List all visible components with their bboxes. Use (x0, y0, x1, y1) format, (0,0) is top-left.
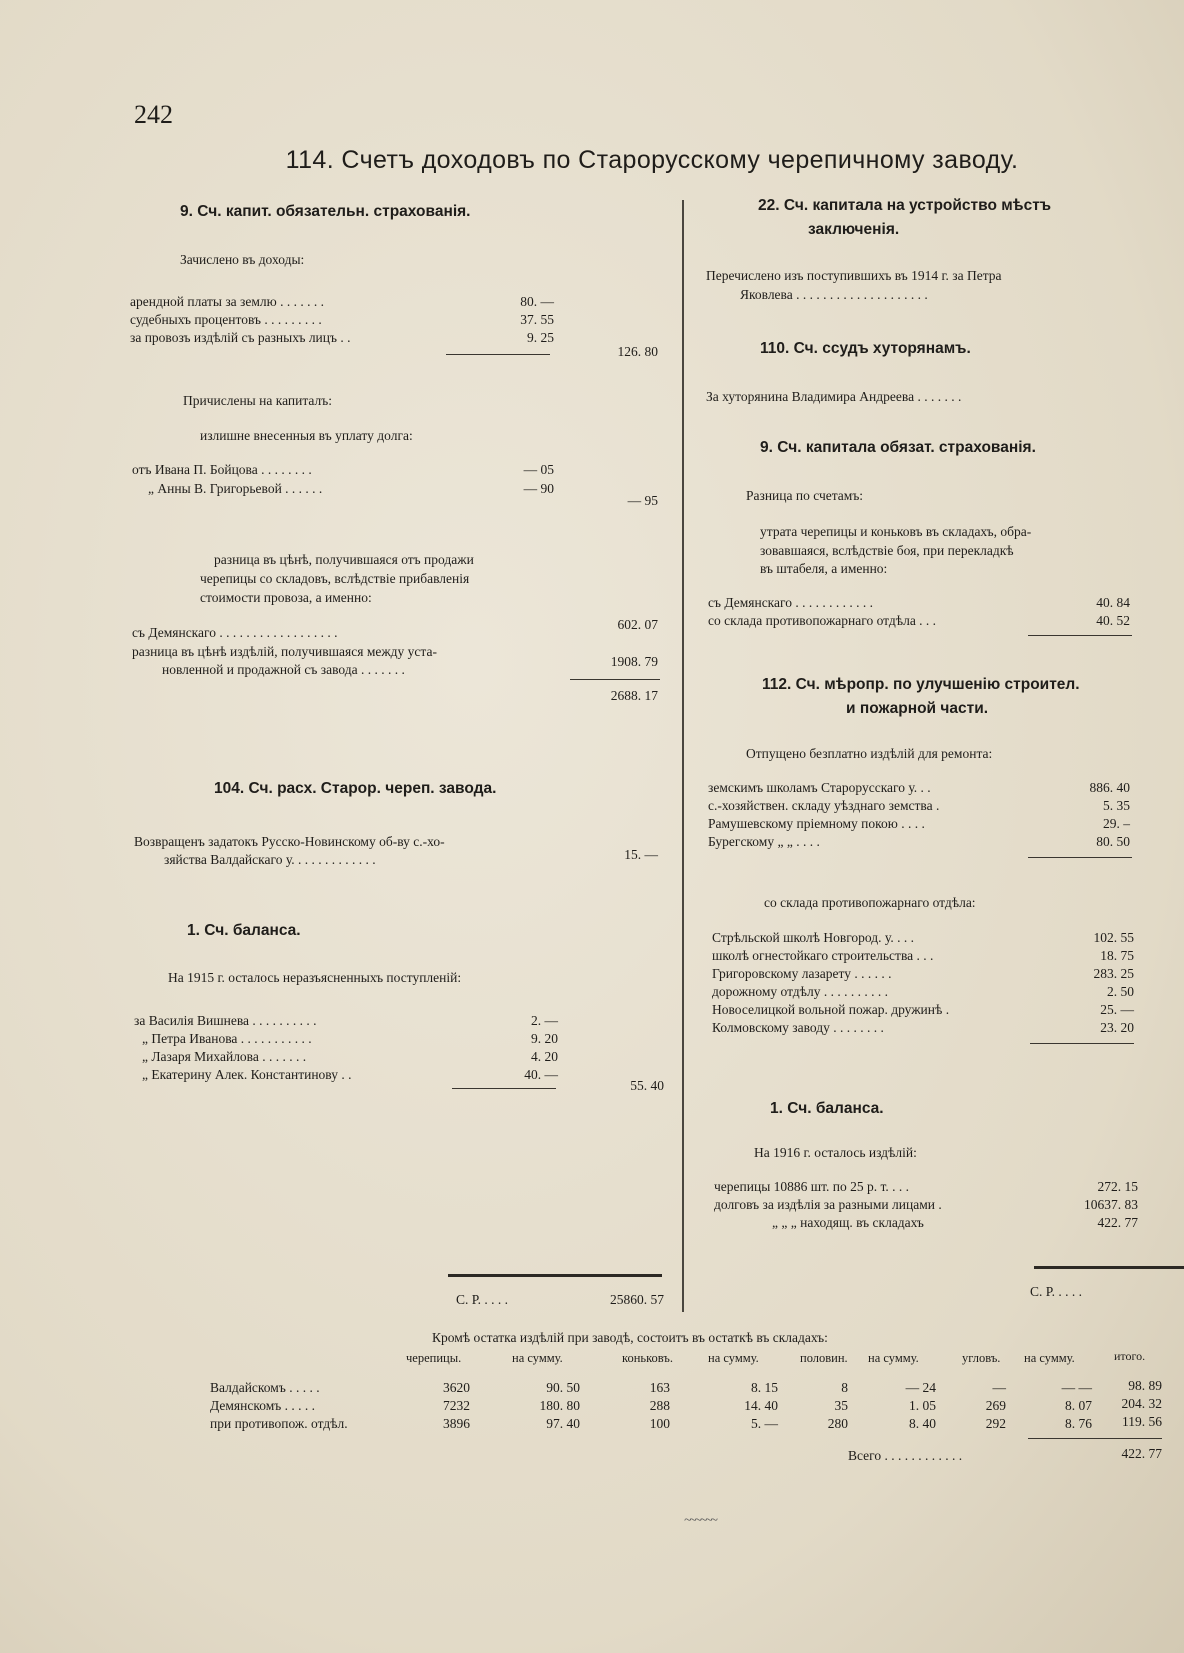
right-s112-row-label: с.-хозяйствен. складу уѣзднаго земства . (708, 798, 940, 813)
closing-rule (448, 1274, 662, 1277)
right-s112-row-label: земскимъ школамъ Старорусскаго у. . . (708, 780, 931, 795)
bottom-cell: 8. 07 (1065, 1398, 1092, 1413)
bottom-total-amount: 422. 77 (1121, 1446, 1162, 1461)
left-s104-line: зяйства Валдайскаго у. . . . . . . . . . . . . (164, 852, 376, 867)
right-s1-row-label: долговъ за издѣлія за разными лицами . (714, 1197, 942, 1212)
column-divider (682, 200, 684, 1312)
left-s9-row2-label: отъ Ивана П. Бойцова . . . . . . . . (132, 462, 312, 477)
right-s9-para: зовавшаяся, вслѣдствіе боя, при перекладкѣ (760, 543, 1014, 558)
bottom-total-label: Всего . . . . . . . . . . . . (848, 1448, 963, 1463)
bottom-cell: 7232 (443, 1398, 470, 1413)
right-s112-row2-amount: 2. 50 (1107, 984, 1134, 999)
right-s112-row-amount: 5. 35 (1103, 798, 1130, 813)
left-sr-label: С. Р. . . . . (456, 1292, 508, 1307)
right-s22-heading: заключенія. (808, 221, 900, 238)
left-s1-row-label: „ Петра Иванова . . . . . . . . . . . (142, 1031, 312, 1046)
right-s22-line: Перечислено изъ поступившихъ въ 1914 г. за Петра (706, 268, 1002, 283)
left-s9-total3: 2688. 17 (610, 688, 658, 703)
right-s1-row-amount: 272. 15 (1097, 1179, 1138, 1194)
right-s1-row-label: черепицы 10886 шт. по 25 р. т. . . . (714, 1179, 910, 1194)
bottom-cell: 1. 05 (909, 1398, 936, 1413)
right-s112-row-amount: 886. 40 (1089, 780, 1130, 795)
left-s1-heading: 1. Сч. баланса. (187, 922, 301, 939)
right-s112-heading: 112. Сч. мѣропр. по улучшенію строител. (762, 676, 1080, 693)
bottom-cell: — — (1061, 1380, 1092, 1395)
left-s9-row2-amount: — 05 (523, 462, 554, 477)
left-s9-row-label: за провозъ издѣлій съ разныхъ лицъ . . (130, 330, 351, 345)
bottom-cell: 8. 76 (1065, 1416, 1092, 1431)
bottom-cell: 5. — (751, 1416, 778, 1431)
right-s9-heading: 9. Сч. капитала обязат. страхованія. (760, 439, 1036, 456)
right-s9-row-label: со склада противопожарнаго отдѣла . . . (708, 613, 937, 628)
left-s1-total: 55. 40 (630, 1078, 664, 1093)
page-number: 242 (134, 100, 173, 129)
left-s1-row-label: „ Лазаря Михайлова . . . . . . . (142, 1049, 307, 1064)
bottom-cell: 98. 89 (1128, 1378, 1162, 1393)
left-s9-para: черепицы со складовъ, вслѣдствіе прибавленія (200, 571, 470, 586)
right-s112-row2-amount: 102. 55 (1093, 930, 1134, 945)
right-s9-para: въ штабеля, а именно: (760, 561, 888, 576)
right-s112-row2-label: дорожному отдѣлу . . . . . . . . . . (712, 984, 888, 999)
right-sr-label: С. Р. . . . . (1030, 1284, 1082, 1299)
right-s112-row2-amount: 25. — (1100, 1002, 1134, 1017)
right-s9-para: утрата черепицы и коньковъ въ складахъ, обра- (760, 524, 1032, 539)
bottom-row-label: Демянскомъ . . . . . (210, 1398, 315, 1413)
left-s9-para: разница въ цѣнѣ, получившаяся отъ продажи (214, 552, 474, 567)
bottom-cell: 8. 15 (751, 1380, 778, 1395)
left-s9-sub3: излишне внесенныя въ уплату долга: (200, 428, 413, 443)
left-s9-row3-amount: 602. 07 (617, 617, 658, 632)
bottom-cell: 288 (649, 1398, 670, 1413)
left-s9-row-label: судебныхъ процентовъ . . . . . . . . . (130, 312, 322, 327)
right-s112-row2-amount: 23. 20 (1100, 1020, 1134, 1035)
bottom-cell: 3896 (443, 1416, 470, 1431)
right-s112-row2-label: Новоселицкой вольной пожар. дружинѣ . (712, 1002, 950, 1017)
sum-rule (1030, 1043, 1134, 1044)
bottom-cell: 8. 40 (909, 1416, 936, 1431)
bottom-cell: 97. 40 (546, 1416, 580, 1431)
bottom-cell: — 24 (905, 1380, 936, 1395)
bottom-col-header: черепицы. (406, 1351, 462, 1365)
left-s9-row-label: арендной платы за землю . . . . . . . (130, 294, 324, 309)
right-s112-heading: и пожарной части. (846, 700, 989, 717)
left-s1-row-label: за Василія Вишнева . . . . . . . . . . (134, 1013, 317, 1028)
bottom-col-header: угловъ. (962, 1351, 1001, 1365)
right-s9-row-label: съ Демянскаго . . . . . . . . . . . . (708, 595, 873, 610)
bottom-cell: 119. 56 (1122, 1414, 1162, 1429)
left-s9-heading: 9. Сч. капит. обязательн. страхованія. (180, 203, 471, 220)
right-s112-row2-amount: 283. 25 (1093, 966, 1134, 981)
right-s112-row2-label: Стрѣльской школѣ Новгород. у. . . . (712, 930, 914, 945)
right-s110-heading: 110. Сч. ссудъ хуторянамъ. (760, 340, 971, 357)
sum-rule (1028, 635, 1132, 636)
left-s9-row3-label: съ Демянскаго . . . . . . . . . . . . . . . . . . (132, 625, 338, 640)
bottom-cell: 3620 (443, 1380, 470, 1395)
bottom-row-label: при противопож. отдѣл. (210, 1416, 348, 1431)
bottom-col-header: на сумму. (868, 1351, 919, 1365)
bottom-col-header: половин. (800, 1351, 848, 1365)
left-s9-total2: — 95 (627, 493, 658, 508)
right-s112-row-label: Рамушевскому пріемному покою . . . . (708, 816, 925, 831)
bottom-cell: 204. 32 (1121, 1396, 1162, 1411)
bottom-cell: — (992, 1380, 1006, 1395)
right-s112-sub: Отпущено безплатно издѣлій для ремонта: (746, 746, 993, 761)
right-s110-line: За хуторянина Владимира Андреева . . . . . . . (706, 389, 962, 404)
left-sr-amount: 25860. 57 (610, 1292, 664, 1307)
bottom-cell: 180. 80 (539, 1398, 580, 1413)
page-title: 114. Счетъ доходовъ по Старорусскому черепичному заводу. (285, 146, 1019, 174)
bottom-cell: 280 (827, 1416, 848, 1431)
left-s104-heading: 104. Сч. расх. Старор. череп. завода. (214, 780, 497, 797)
bottom-cell: 163 (649, 1380, 670, 1395)
bottom-col-header: на сумму. (1024, 1351, 1075, 1365)
bottom-col-header: коньковъ. (622, 1351, 673, 1365)
left-s9-row-amount: 80. — (520, 294, 554, 309)
left-s9-row-amount: 37. 55 (520, 312, 554, 327)
left-s9-sub2: Причислены на капиталъ: (183, 393, 332, 408)
right-s1-row-amount: 10637. 83 (1084, 1197, 1138, 1212)
right-s112-row-amount: 29. – (1103, 816, 1130, 831)
left-s9-row2-amount: — 90 (523, 481, 554, 496)
bottom-col-header: на сумму. (512, 1351, 563, 1365)
right-s1-heading: 1. Сч. баланса. (770, 1100, 884, 1117)
sum-rule (570, 679, 660, 680)
bottom-cell: 8 (841, 1380, 848, 1395)
bottom-cell: 100 (649, 1416, 670, 1431)
left-s9-row2-label: „ Анны В. Григорьевой . . . . . . (148, 481, 323, 496)
right-s9-sub: Разница по счетамъ: (746, 488, 864, 503)
left-s1-row-amount: 9. 20 (531, 1031, 558, 1046)
left-s9-para: стоимости провоза, а именно: (200, 590, 372, 605)
right-s112-row2-amount: 18. 75 (1100, 948, 1134, 963)
right-s112-row2-label: Григоровскому лазарету . . . . . . (712, 966, 892, 981)
right-s112-row2-label: Колмовскому заводу . . . . . . . . (712, 1020, 884, 1035)
bottom-col-header: на сумму. (708, 1351, 759, 1365)
bottom-cell: 14. 40 (744, 1398, 778, 1413)
left-s1-row-label: „ Екатерину Алек. Константинову . . (142, 1067, 352, 1082)
right-s22-heading: 22. Сч. капитала на устройство мѣстъ (758, 197, 1052, 214)
left-s9-sub: Зачислено въ доходы: (180, 252, 305, 267)
right-s112-row-amount: 80. 50 (1096, 834, 1130, 849)
left-s9-row4: разница въ цѣнѣ издѣлій, получившаяся между уста- (132, 644, 437, 659)
left-s9-row4: новленной и продажной съ завода . . . . . . . (162, 662, 405, 677)
right-s1-row-amount: 422. 77 (1097, 1215, 1138, 1230)
left-s104-amount: 15. — (624, 847, 658, 862)
left-s104-line: Возвращенъ задатокъ Русско-Новинскому об-ву с.-хо- (134, 834, 445, 849)
right-s1-sub: На 1916 г. осталось издѣлій: (754, 1145, 917, 1160)
right-s112-row2-label: школѣ огнестойкаго строительства . . . (712, 948, 934, 963)
sum-rule (446, 354, 550, 355)
bottom-cell: 292 (985, 1416, 1006, 1431)
sum-rule (452, 1088, 556, 1089)
right-s9-row-amount: 40. 84 (1096, 595, 1130, 610)
bottom-cell: 269 (985, 1398, 1006, 1413)
right-s112-sub2: со склада противопожарнаго отдѣла: (764, 895, 976, 910)
bottom-heading: Кромѣ остатка издѣлій при заводѣ, состоитъ въ остаткѣ въ складахъ: (432, 1330, 828, 1345)
left-s9-total: 126. 80 (617, 344, 658, 359)
left-s9-row4-amount: 1908. 79 (610, 654, 658, 669)
closing-ornament: ~~~~~~ (684, 1512, 716, 1527)
sum-rule (1028, 1438, 1162, 1439)
right-s112-row-label: Бурегскому „ „ . . . . (708, 834, 820, 849)
left-s1-row-amount: 40. — (524, 1067, 558, 1082)
right-s9-row-amount: 40. 52 (1096, 613, 1130, 628)
bottom-row-label: Валдайскомъ . . . . . (210, 1380, 320, 1395)
left-s1-row-amount: 2. — (531, 1013, 558, 1028)
left-s9-row-amount: 9. 25 (527, 330, 554, 345)
sum-rule (1028, 857, 1132, 858)
right-s1-row-label: „ „ „ находящ. въ складахъ (772, 1215, 924, 1230)
right-s22-line: Яковлева . . . . . . . . . . . . . . . . . . . . (740, 287, 928, 302)
closing-rule (1034, 1266, 1184, 1269)
bottom-cell: 35 (834, 1398, 848, 1413)
left-s1-row-amount: 4. 20 (531, 1049, 558, 1064)
bottom-cell: 90. 50 (546, 1380, 580, 1395)
left-s1-sub: На 1915 г. осталось неразъясненныхъ поступленій: (168, 970, 462, 985)
bottom-col-header: итого. (1114, 1349, 1146, 1363)
